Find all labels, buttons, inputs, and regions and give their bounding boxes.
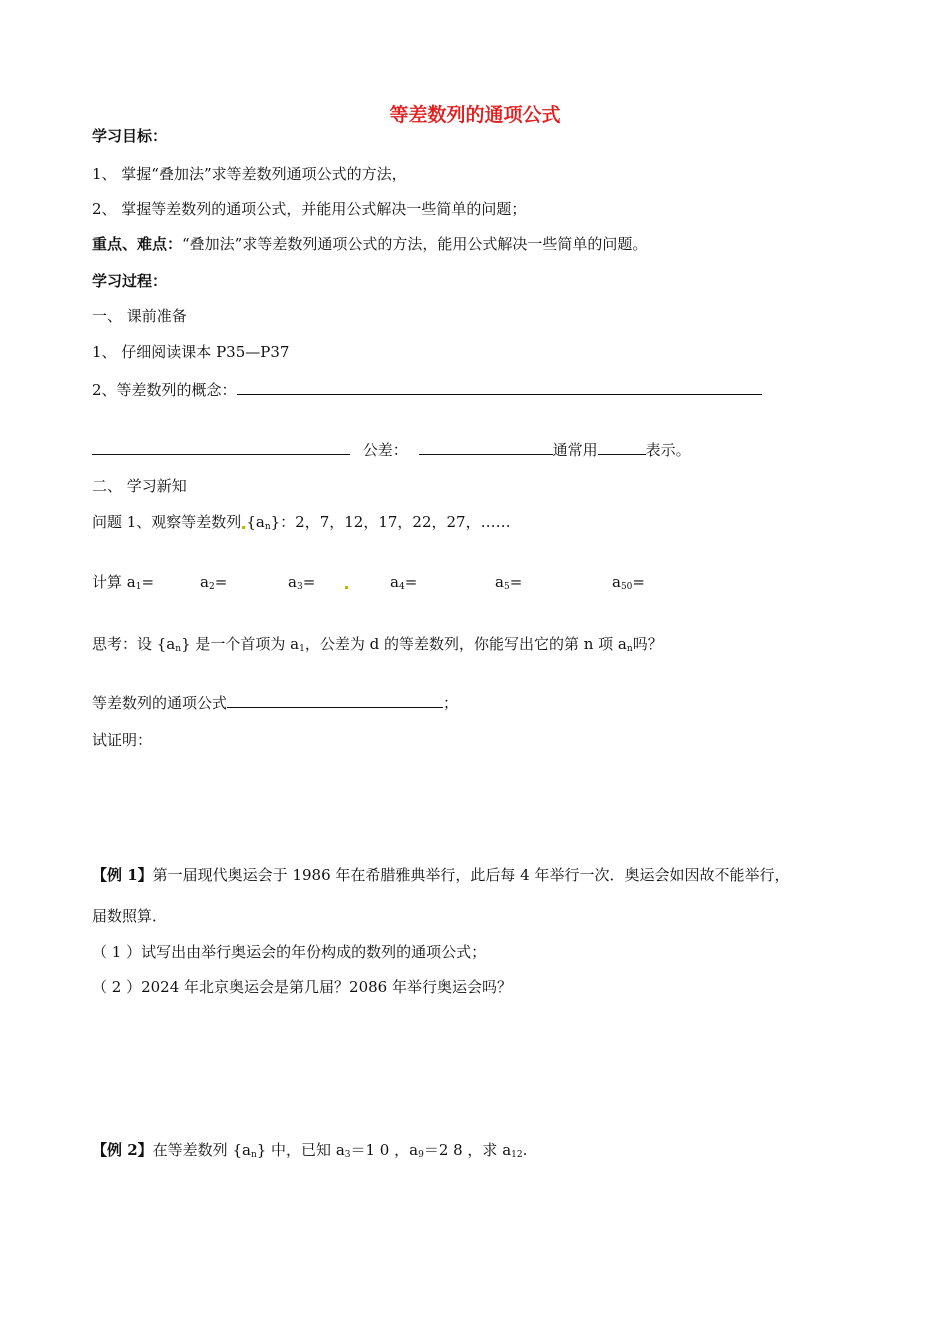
q1-set-open: {a: [246, 513, 265, 531]
example-1-text-cont: 届数照算．: [92, 907, 168, 925]
common-diff-label: 公差：: [362, 441, 408, 459]
section-1-heading: 一、 课前准备: [92, 307, 187, 325]
prep-item-1: 1、 仔细阅读课本 P35—P37: [92, 343, 290, 361]
key-points: [92, 234, 647, 254]
section-2-heading: 二、 学习新知: [92, 477, 187, 495]
q1-set-close: }: [270, 513, 281, 531]
q1-set-sub: n: [264, 522, 271, 532]
example-1-text: 第一届现代奥运会于 1986 年在希腊雅典举行，此后每 4 年举行一次．奥运会如因故不能举行，: [152, 866, 790, 884]
represent-label: 表示。: [645, 441, 691, 459]
formula-blank[interactable]: [227, 693, 443, 708]
key-points-text: “叠加法”求等差数列通项公式的方法，能用公式解决一些简单的问题。: [182, 235, 648, 253]
common-difference-line: [92, 440, 691, 460]
example-2-label: 【例 2】: [92, 1141, 153, 1159]
example-1-question-2: （ 2 ）2024 年北京奥运会是第几届？2086 年举行奥运会吗？: [92, 978, 512, 996]
prove-label: 试证明：: [92, 731, 153, 749]
page-title: 等差数列的通项公式: [389, 104, 561, 126]
key-points-label: 重点、难点：: [92, 235, 183, 253]
common-diff-blank[interactable]: [419, 440, 553, 455]
objectives-heading: 学习目标：: [92, 127, 168, 145]
example-1-question-1: （ 1 ）试写出由举行奥运会的年份构成的数列的通项公式；: [92, 943, 487, 961]
formula-line: [92, 693, 458, 713]
calc-label: 计算 $a_1=$: [92, 573, 155, 592]
calc-a50: $a_{50}=$: [612, 573, 645, 592]
formula-end: ；: [443, 694, 459, 712]
q1-prefix: 问题 1、观察等差数列: [92, 513, 242, 531]
think-question: 思考：设 $\{a_n\}$ 是一个首项为 $a_1$，公差为 d 的等差数列，你能写出它的第 n 项 $a_n$吗？: [92, 635, 663, 654]
marker-dot: [242, 526, 245, 529]
example-1: [92, 865, 789, 885]
calc-a2: $a_2=$: [200, 573, 228, 592]
objective-2: 2、 掌握等差数列的通项公式，并能用公式解决一些简单的问题；: [92, 200, 527, 218]
example-1-label: 【例 1】: [92, 866, 153, 884]
concept-blank-continued[interactable]: [92, 440, 350, 455]
calc-a4: $a_4=$: [390, 573, 418, 592]
calc-a5: $a_5=$: [495, 573, 523, 592]
usually-label: 通常用: [552, 441, 598, 459]
formula-label: 等差数列的通项公式: [92, 694, 228, 712]
concept-blank[interactable]: [237, 380, 762, 395]
symbol-blank[interactable]: [598, 440, 646, 455]
marker-dot: [345, 586, 348, 589]
calc-a3: $a_3=$: [288, 572, 349, 597]
q1-sequence: ：2，7，12，17，22，27，……: [280, 513, 511, 531]
example-2: 【例 2】在等差数列 $\{a_n\}$ 中，已知 $a_3=1$ 0 ，$a_9=2$ 8 ，求 $a_{12}$.: [92, 1141, 528, 1160]
concept-label: 2、等差数列的概念：: [92, 381, 237, 399]
concept-line: [92, 380, 762, 400]
question-1: [92, 512, 511, 537]
process-heading: 学习过程：: [92, 272, 168, 290]
objective-1: 1、 掌握“叠加法”求等差数列通项公式的方法，: [92, 165, 407, 183]
